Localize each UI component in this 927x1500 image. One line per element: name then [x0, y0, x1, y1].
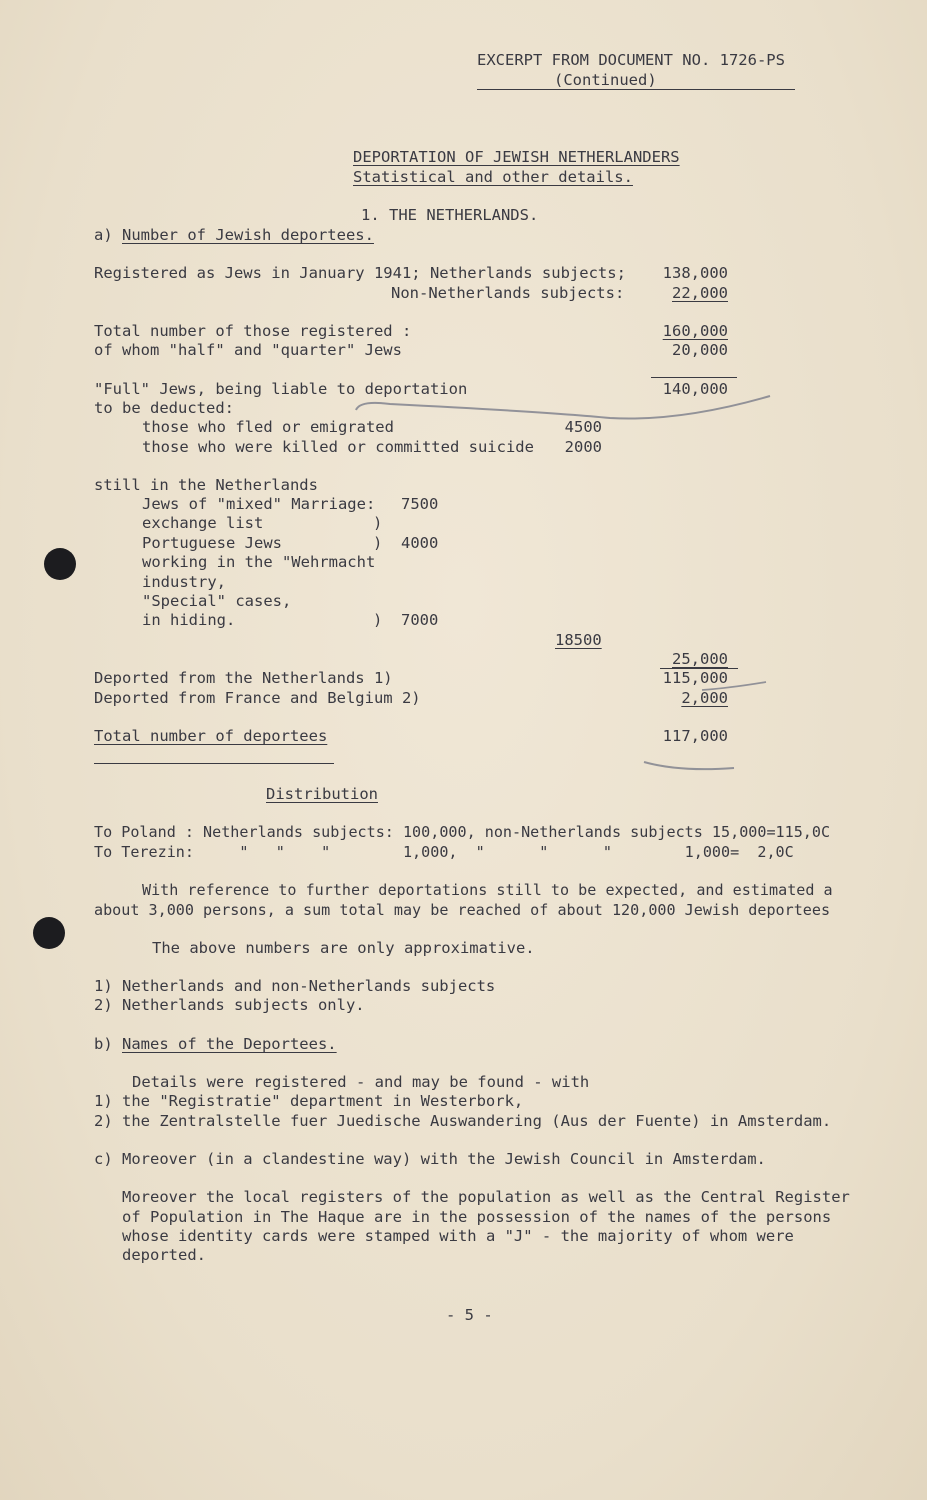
hiding-label: in hiding.	[142, 611, 236, 629]
exchange-brace: )	[373, 514, 383, 532]
industry-label: industry,	[142, 573, 226, 591]
special-label: "Special" cases,	[142, 592, 292, 610]
wehrmacht-label: working in the "Wehrmacht	[142, 553, 376, 571]
pencil-stroke-bottom	[640, 756, 740, 780]
approximative-note: The above numbers are only approximative.	[152, 939, 535, 957]
half-quarter-value: 20,000	[672, 341, 728, 359]
names-item-1: 1) the "Registratie" department in Westerbork,	[94, 1092, 524, 1110]
subsection-b-title: Names of the Deportees.	[122, 1035, 337, 1053]
registers-para-line1: Moreover the local registers of the population as well as the Central Register	[122, 1188, 850, 1206]
registered-value: 138,000	[662, 264, 728, 282]
punch-hole-top	[44, 548, 76, 580]
non-nl-label: Non-Netherlands subjects:	[391, 284, 625, 302]
total-registered-label: Total number of those registered :	[94, 322, 412, 340]
names-item-2: 2) the Zentralstelle fuer Juedische Auswandering (Aus der Fuente) in Amsterdam.	[94, 1112, 832, 1130]
reference-line1: With reference to further deportations still to be expected, and estimated a	[142, 881, 833, 899]
distribution-poland: To Poland : Netherlands subjects: 100,000, non-Netherlands subjects 15,000=115,0C	[94, 823, 831, 841]
deduct-total-value: 25,000	[672, 650, 728, 668]
registers-para-line3: whose identity cards were stamped with a "J" - the majority of whom were	[122, 1227, 794, 1245]
half-quarter-label: of whom "half" and "quarter" Jews	[94, 341, 402, 359]
full-jews-value: 140,000	[662, 380, 728, 398]
deported-nl-rule	[660, 668, 738, 669]
subtotal-value: 18500	[555, 631, 602, 649]
fled-value: 4500	[564, 418, 602, 436]
portuguese-value: 4000	[401, 534, 439, 552]
details-line: Details were registered - and may be found - with	[132, 1073, 590, 1091]
total-deportees-value: 117,000	[662, 727, 728, 745]
portuguese-brace: )	[373, 534, 383, 552]
full-jews-label: "Full" Jews, being liable to deportation	[94, 380, 468, 398]
distribution-terezin: To Terezin: " " " 1,000, " " " 1,000= 2,0C	[94, 843, 794, 861]
killed-label: those who were killed or committed suicide	[142, 438, 534, 456]
names-item-c: c) Moreover (in a clandestine way) with the Jewish Council in Amsterdam.	[94, 1150, 766, 1168]
deported-nl-value: 115,000	[662, 669, 728, 687]
pencil-stroke-middle	[700, 676, 770, 696]
subsection-b-marker: b)	[94, 1035, 113, 1053]
hiding-brace: )	[373, 611, 383, 629]
subsection-a-title: Number of Jewish deportees.	[122, 226, 374, 244]
mixed-label: Jews of "mixed" Marriage:	[142, 495, 376, 513]
registers-para-line4: deported.	[122, 1246, 206, 1264]
portuguese-label: Portuguese Jews	[142, 534, 282, 552]
fled-label: those who fled or emigrated	[142, 418, 394, 436]
reference-line2: about 3,000 persons, a sum total may be reached of about 120,000 Jewish deportees	[94, 901, 831, 919]
half-quarter-rule	[651, 377, 737, 378]
hiding-value: 7000	[401, 611, 439, 629]
header-line2: (Continued)	[554, 71, 657, 89]
deported-fb-label: Deported from France and Belgium 2)	[94, 689, 421, 707]
mixed-value: 7500	[401, 495, 439, 513]
total-registered-value: 160,000	[662, 322, 728, 340]
non-nl-value: 22,000	[672, 284, 728, 302]
deported-nl-label: Deported from the Netherlands 1)	[94, 669, 393, 687]
total-deportees-rule	[94, 763, 334, 764]
title-line2: Statistical and other details.	[353, 168, 633, 186]
registered-label: Registered as Jews in January 1941; Netherlands subjects;	[94, 264, 626, 282]
header-line1: EXCERPT FROM DOCUMENT NO. 1726-PS	[477, 51, 785, 69]
header-rule	[477, 89, 795, 90]
still-label: still in the Netherlands	[94, 476, 318, 494]
footnote-1: 1) Netherlands and non-Netherlands subjects	[94, 977, 496, 995]
punch-hole-bottom	[33, 917, 65, 949]
title-line1: DEPORTATION OF JEWISH NETHERLANDERS	[353, 148, 680, 166]
subsection-a-marker: a)	[94, 226, 113, 244]
page-number: - 5 -	[446, 1306, 493, 1324]
registers-para-line2: of Population in The Haque are in the possession of the names of the persons	[122, 1208, 832, 1226]
footnote-2: 2) Netherlands subjects only.	[94, 996, 365, 1014]
deduct-label: to be deducted:	[94, 399, 234, 417]
killed-value: 2000	[564, 438, 602, 456]
total-deportees-label: Total number of deportees	[94, 727, 328, 745]
deported-fb-value: 2,000	[681, 689, 728, 707]
exchange-label: exchange list	[142, 514, 264, 532]
section-heading: 1. THE NETHERLANDS.	[361, 206, 539, 224]
distribution-heading: Distribution	[266, 785, 378, 803]
